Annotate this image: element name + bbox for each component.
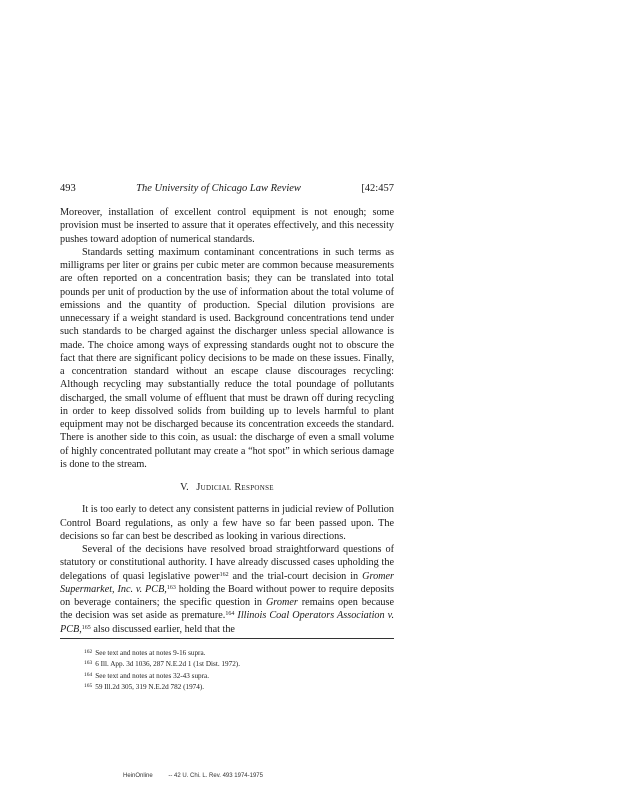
footnote xyxy=(84,658,394,669)
running-header xyxy=(60,183,394,199)
case-name: Gromer xyxy=(265,597,298,608)
footnote-number: 164 xyxy=(84,671,93,678)
footer-source: HeinOnline xyxy=(123,773,153,779)
footnote-divider xyxy=(60,638,394,639)
page-number: 493 xyxy=(60,183,76,194)
document-page xyxy=(60,183,394,692)
journal-title: The University of Chicago Law Review xyxy=(136,183,301,194)
footnote-text: 59 Ill.2d 305, 319 N.E.2d 782 (1974). xyxy=(95,682,205,691)
text-run: and the trial-court decision in xyxy=(228,570,363,582)
paragraph: Standards setting maximum contaminant concentrations in such terms as milligrams per liter or grains per cubic meter are common because measurements are often reported on a concentration basis; they can be translated into total pounds per unit of production by the use of information about the total volume of emissions and the quantity of production. Special dilution provisions are unnecessary if a weight standard is used. Background concentrations tend under such standards to be charged against the discharger unless special allowance is made. The choice among ways of expressing standards ought not to obscure the fact that there are significant policy decisions to be made on these issues. Finally, a concentration standard without an escape clause discourages recycling: Although recycling may substantially reduce the total poundage of pollutants discharged, the small volume of effluent that must be drawn off during recycling in order to keep dissolved solids from building up to levels harmful to plant equipment may not be discharged because its concentration exceeds the standard. There is another side to this coin, as usual: the discharge of even a small volume of highly concentrated pollutant may create a “hot spot” in which serious damage is done to the stream. xyxy=(60,246,394,470)
footnote xyxy=(84,670,394,681)
case-name: Gromer Supermarket, Inc. v. PCB, xyxy=(60,570,395,595)
case-name: Illinois Coal Operators Association v. PCB, xyxy=(60,610,394,635)
volume-reference: [42:457 xyxy=(361,183,394,194)
section-title: Judicial Response xyxy=(196,482,274,493)
footnote xyxy=(84,681,394,692)
footnote-number: 165 xyxy=(84,682,93,689)
text-run: holding the Board without power to require deposits on beverage containers; the specific question in xyxy=(60,583,394,608)
paragraph: It is too early to detect any consistent patterns in judicial review of Pollution Control Board regulations, as only a few have so far been passed upon. The decisions so far can best be described as looking in various directions. xyxy=(60,504,394,542)
footnote-number: 163 xyxy=(84,660,93,667)
footnote-text: 6 Ill. App. 3d 1036, 287 N.E.2d 1 (1st Dist. 1972). xyxy=(95,660,240,669)
footnote-text: See text and notes at notes 32-43 supra. xyxy=(95,671,210,680)
footnote xyxy=(84,647,394,658)
footnote-ref: 164 xyxy=(225,611,235,618)
footnote-number: 162 xyxy=(84,648,93,655)
body-text xyxy=(60,206,394,636)
footer-citation: -- 42 U. Chi. L. Rev. 493 1974-1975 xyxy=(168,773,263,779)
paragraph xyxy=(60,543,394,636)
text-run: Several of the decisions have resolved broad straightforward questions of statutory or constitutional authority. I have already discussed cases upholding the delegations of quasi legislative power xyxy=(60,544,394,582)
footnote-ref: 165 xyxy=(81,624,91,631)
footnote-ref: 162 xyxy=(219,571,229,578)
paragraph: Moreover, installation of excellent control equipment is not enough; some provision must be inserted to assure that it operates effectively, and this necessity pushes toward adoption of numerical standards. xyxy=(60,207,394,245)
text-run: remains open because the decision was set aside as premature. xyxy=(60,597,394,622)
footnotes xyxy=(60,647,394,693)
text-run: also discussed earlier, held that the xyxy=(90,623,235,635)
footnote-text: See text and notes at notes 9-16 supra. xyxy=(95,648,206,657)
page-footer xyxy=(123,773,263,779)
footnote-ref: 163 xyxy=(166,584,176,591)
section-number: V. xyxy=(180,482,189,493)
section-heading xyxy=(60,481,394,494)
